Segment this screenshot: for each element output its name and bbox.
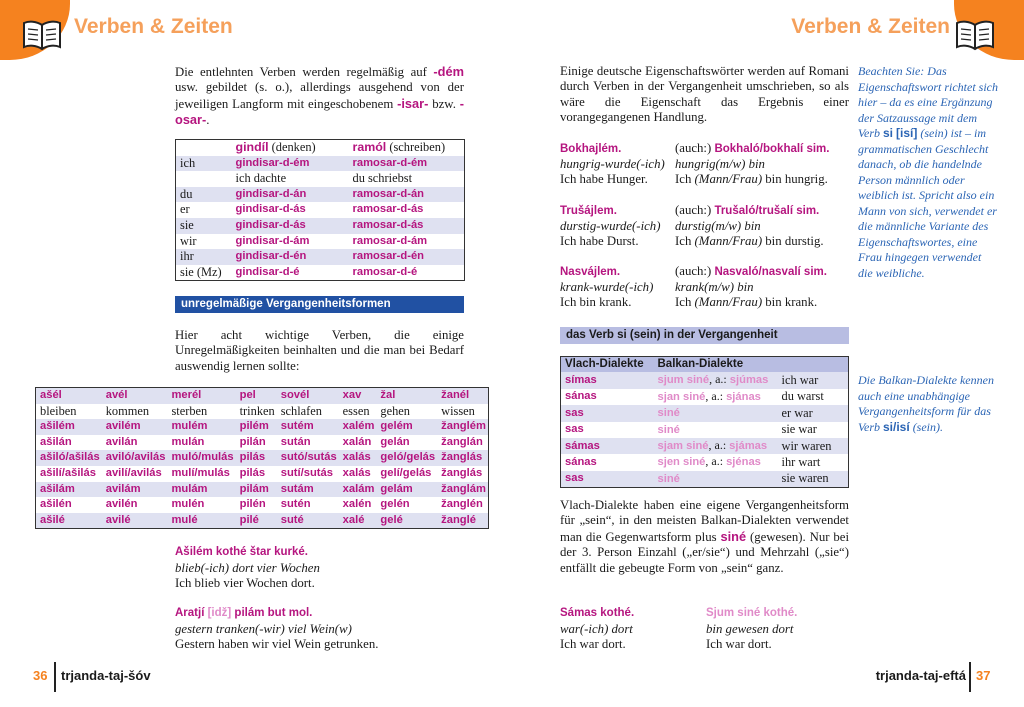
table-cell: sutí/sutás (277, 466, 339, 482)
table-cell: pilé (236, 513, 277, 529)
table-cell: gelén (376, 497, 437, 513)
table-cell: gehen (376, 404, 437, 420)
table-cell: sie war (778, 422, 849, 438)
table-cell: žanglén (437, 497, 488, 513)
table-cell: sánas (561, 454, 654, 470)
table-cell: žanglé (437, 513, 488, 529)
table-cell: du warst (778, 389, 849, 405)
table-cell: pilám (236, 482, 277, 498)
table-cell: pilás (236, 466, 277, 482)
table-cell: trinken (236, 404, 277, 420)
table-cell: pilén (236, 497, 277, 513)
table-cell: žanglém (437, 419, 488, 435)
table-cell: mulán (167, 435, 235, 451)
table-row: er gindisar-d-ás ramosar-d-ás (176, 202, 465, 218)
vlach-paragraph: Vlach-Dialekte haben eine eigene Vergangenheitsform für „sein“, in den meisten Balkan-Dialekten verwendet man die Gegenwartsform plus siné (gewesen). Nur bei der 3. Person Einzahl („er/sie“) und Mehrzahl („sie“) entfällt die gebeugte Form von „sein“ ganz. (560, 498, 849, 575)
page-title-left: Verben & Zeiten (74, 15, 233, 38)
table-cell: žanglán (437, 435, 488, 451)
table-row (36, 513, 489, 529)
table-cell: gelám (376, 482, 437, 498)
example-thirst: Trušájlem. (auch:) Trušaló/trušalí sim. durstig-wurde(-ich) durstig(m/w) bin Ich habe Durst. Ich (Mann/Frau) bin durstig. (560, 203, 824, 248)
table-row (561, 389, 849, 405)
table-cell: avilém (102, 419, 168, 435)
table-row: ihr gindisar-d-én ramosar-d-én (176, 249, 465, 265)
table-row (36, 404, 489, 420)
table-row (36, 419, 489, 435)
table-header-row (561, 357, 849, 373)
footer-text-left: trjanda-taj-šóv (61, 668, 151, 683)
table-cell: sánas (561, 389, 654, 405)
example-wine: Aratjí [idž] pilám but mol. gestern tranken(-wir) viel Wein(w) Gestern haben wir viel Wein getrunken. (175, 607, 379, 651)
table-row (36, 388, 489, 404)
table-cell: žanél (437, 388, 488, 404)
divider (969, 662, 971, 692)
table-cell: avél (102, 388, 168, 404)
table-cell: essen (339, 404, 377, 420)
table-cell: ašilán (36, 435, 102, 451)
table-cell: avilán (102, 435, 168, 451)
table-cell: sutám (277, 482, 339, 498)
example-sick: Nasvájlem. (auch:) Nasvaló/nasvalí sim. krank-wurde(-ich) krank(m/w) bin Ich bin krank. Ich (Mann/Frau) bin krank. (560, 264, 827, 309)
table-cell: siné (654, 422, 778, 438)
section-bar-irregular: unregelmäßige Vergangenheitsformen (175, 296, 464, 313)
table-cell: mulén (167, 497, 235, 513)
page-title-right: Verben & Zeiten (791, 15, 950, 38)
table-cell: mulám (167, 482, 235, 498)
table-row (561, 438, 849, 454)
table-cell: wir waren (778, 438, 849, 454)
table-cell: mulé (167, 513, 235, 529)
table-cell: ašiló/ašilás (36, 450, 102, 466)
page-number-right: 37 (976, 668, 991, 683)
book-icon (955, 17, 995, 51)
table-cell: avilám (102, 482, 168, 498)
table-cell: muló/mulás (167, 450, 235, 466)
table-cell: ašilém (36, 419, 102, 435)
table-cell: xalás (339, 466, 377, 482)
example-stay: Ašilém kothé štar kurké. blieb(-ich) dort vier Wochen Ich blieb vier Wochen dort. (175, 546, 320, 590)
table-header-cell: Vlach-Dialekte (561, 357, 654, 373)
table-cell: ašél (36, 388, 102, 404)
table-cell: avilí/avilás (102, 466, 168, 482)
table-row (561, 471, 849, 488)
table-cell: xav (339, 388, 377, 404)
table-cell: geló/gelás (376, 450, 437, 466)
table-row (561, 372, 849, 388)
table-cell: sovél (277, 388, 339, 404)
table-cell: bleiben (36, 404, 102, 420)
table-cell: xalén (339, 497, 377, 513)
table-cell: sutém (277, 419, 339, 435)
table-cell: xalán (339, 435, 377, 451)
table-row: sie gindisar-d-ás ramosar-d-ás (176, 218, 465, 234)
table-row (36, 435, 489, 451)
table-row (36, 450, 489, 466)
table-cell: kommen (102, 404, 168, 420)
table-cell: sutén (277, 497, 339, 513)
table-cell: sterben (167, 404, 235, 420)
table-cell: ašilám (36, 482, 102, 498)
table-cell: sjum siné, a.: sjúmas (654, 372, 778, 388)
table-cell: avilén (102, 497, 168, 513)
divider (54, 662, 56, 692)
conjugation-table (175, 139, 465, 281)
table-cell: avilé (102, 513, 168, 529)
table-row: sie (Mz) gindisar-d-é ramosar-d-é (176, 265, 465, 281)
table-cell: sas (561, 471, 654, 488)
table-row (561, 454, 849, 470)
example-hunger: Bokhajlém. (auch:) Bokhaló/bokhalí sim. hungrig-wurde(-ich) hungrig(m/w) bin Ich habe Hunger. Ich (Mann/Frau) bin hungrig. (560, 141, 830, 186)
table-cell: mulí/mulás (167, 466, 235, 482)
sidebar-note-balkan: Die Balkan-Dialekte kennen auch eine unabhängige Vergangenheitsform für das Verb si/isí (sein). (858, 373, 994, 434)
example-final-vlach: Sámas kothé. war(-ich) dort Ich war dort. (560, 607, 635, 651)
table-cell: ihr wart (778, 454, 849, 470)
irregular-intro: Hier acht wichtige Verben, die einige Unregelmäßigkeiten beinhalten und die man bei Bedarf auswendig lernen sollte: (175, 328, 464, 373)
table-cell: wissen (437, 404, 488, 420)
verb-si-table (560, 356, 849, 488)
table-cell: mulém (167, 419, 235, 435)
table-cell: sámas (561, 438, 654, 454)
table-cell: merél (167, 388, 235, 404)
table-row: gindíl (denken) ramól (schreiben) (235, 140, 446, 154)
table-cell: sjam siné, a.: sjámas (654, 438, 778, 454)
table-cell: sutó/sutás (277, 450, 339, 466)
table-cell: xalás (339, 450, 377, 466)
table-row: ich gindisar-d-ém ramosar-d-ém (176, 156, 465, 172)
adjective-paragraph: Einige deutsche Eigenschaftswörter werden auf Romani durch Verben in der Vergangenheit umschrieben, so als wäre die Eigenschaft das Ergebnis einer vorangegangenen Handlung. (560, 64, 849, 125)
table-cell: pel (236, 388, 277, 404)
table-cell: er war (778, 405, 849, 421)
irregular-verbs-table (35, 387, 489, 529)
table-row: wir gindisar-d-ám ramosar-d-ám (176, 234, 465, 250)
table-cell: žal (376, 388, 437, 404)
table-cell: siné (654, 405, 778, 421)
table-cell: žanglás (437, 466, 488, 482)
table-row: du gindisar-d-án ramosar-d-án (176, 187, 465, 203)
table-header-cell: Balkan-Dialekte (654, 357, 849, 373)
example-final-balkan: Sjum siné kothé. bin gewesen dort Ich war dort. (706, 607, 798, 651)
table-cell: sas (561, 422, 654, 438)
table-cell: ašilén (36, 497, 102, 513)
book-icon (22, 17, 62, 51)
table-cell: xalé (339, 513, 377, 529)
table-cell: gelé (376, 513, 437, 529)
table-row (36, 466, 489, 482)
table-cell: žanglám (437, 482, 488, 498)
table-cell: aviló/avilás (102, 450, 168, 466)
table-cell: siné (654, 471, 778, 488)
table-cell: sjan siné, a.: sjánas (654, 389, 778, 405)
table-cell: gelán (376, 435, 437, 451)
sidebar-note-adjective: Beachten Sie: Das Eigenschaftswort richtet sich hier – da es eine Ergänzung der Satzaussage mit dem Verb si [isí] (sein) ist – im grammatischen Geschlecht danach, ob die handelnde Person männlich oder weiblich ist. Spricht also ein Mann von sich, verwendet er die männliche Variante des Eigenschaftswortes, eine Frau hingegen verwendet die weibliche. (858, 64, 998, 280)
table-cell: sie waren (778, 471, 849, 488)
table-row (561, 422, 849, 438)
intro-paragraph: Die entlehnten Verben werden regelmäßig auf -dém usw. gebildet (s. o.), allerdings ausgehend von der jeweiligen Langform mit eingeschobenem -isar- bzw. -osar-. (175, 64, 465, 128)
table-cell: sjen siné, a.: sjénas (654, 454, 778, 470)
table-cell: ašilé (36, 513, 102, 529)
table-cell: sas (561, 405, 654, 421)
table-row (36, 482, 489, 498)
table-cell: gelí/gelás (376, 466, 437, 482)
table-cell: sután (277, 435, 339, 451)
table-row: ich dachte du schriebst (176, 171, 465, 187)
table-row (36, 497, 489, 513)
table-cell: schlafen (277, 404, 339, 420)
table-row (561, 405, 849, 421)
table-cell: žanglás (437, 450, 488, 466)
table-cell: xalém (339, 419, 377, 435)
table-cell: pilán (236, 435, 277, 451)
table-cell: pilém (236, 419, 277, 435)
table-cell: ašilí/ašilás (36, 466, 102, 482)
table-cell: suté (277, 513, 339, 529)
table-cell: gelém (376, 419, 437, 435)
table-cell: ich war (778, 372, 849, 388)
table-cell: pilás (236, 450, 277, 466)
table-cell: xalám (339, 482, 377, 498)
page-number-left: 36 (33, 668, 48, 683)
section-bar-verb-si: das Verb si (sein) in der Vergangenheit (560, 327, 849, 344)
footer-text-right: trjanda-taj-eftá (875, 668, 966, 683)
table-cell: símas (561, 372, 654, 388)
